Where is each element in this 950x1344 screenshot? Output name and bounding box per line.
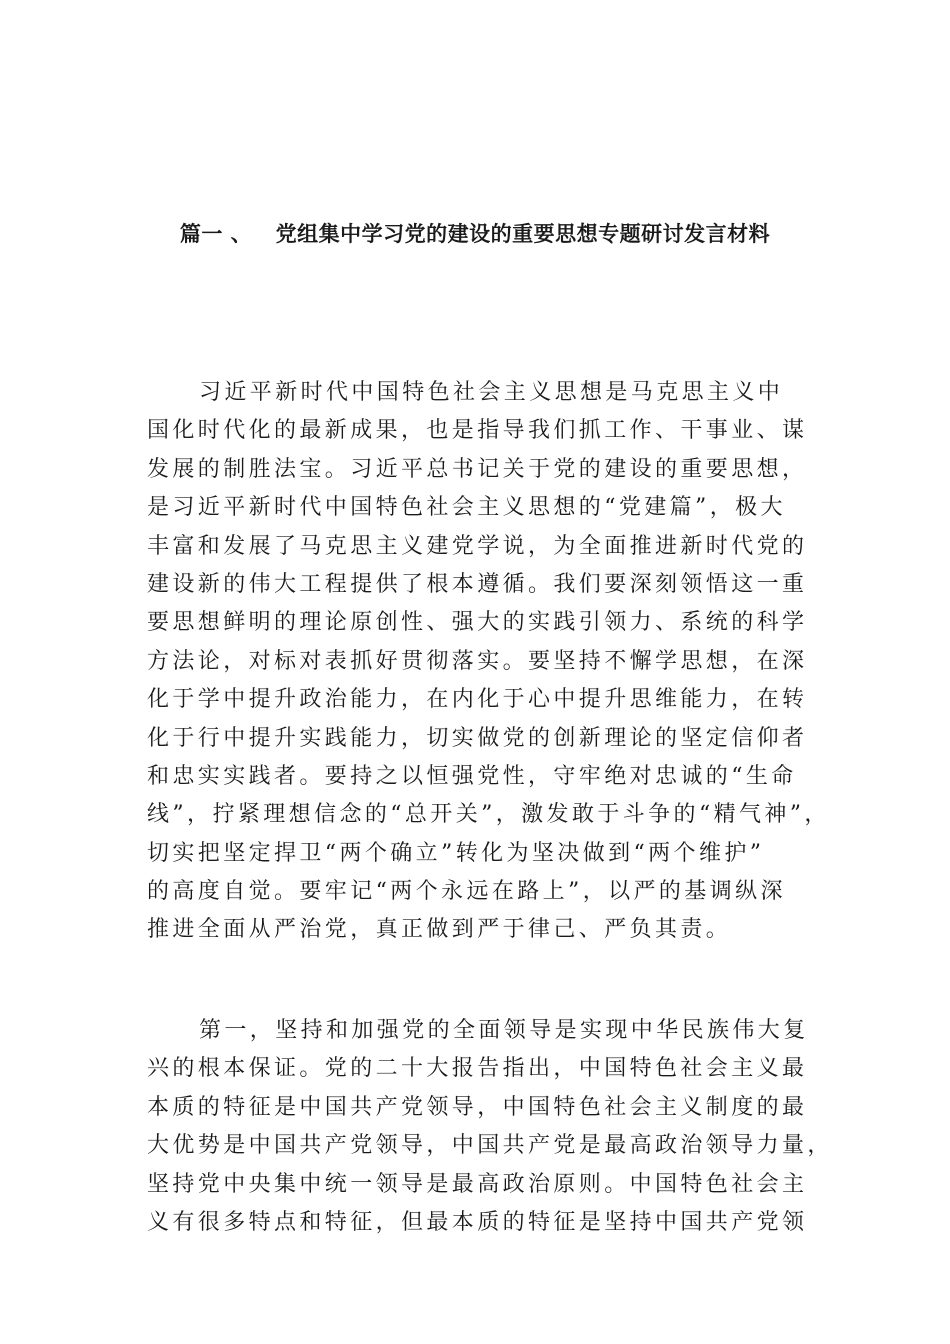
text-line: 线”，拧紧理想信念的“总开关”，激发敢于斗争的“精气神”， (147, 802, 830, 828)
text-line: 坚持党中央集中统一领导是最高政治原则。中国特色社会主 (147, 1171, 808, 1197)
text-line: 化于行中提升实践能力，切实做党的创新理论的坚定信仰者 (147, 725, 808, 751)
text-line: 发展的制胜法宝。习近平总书记关于党的建设的重要思想， (147, 456, 808, 482)
text-line: 是习近平新时代中国特色社会主义思想的“党建篇”，极大 (147, 495, 786, 521)
text-line: 习近平新时代中国特色社会主义思想是马克思主义中 (199, 380, 784, 405)
text-line: 大优势是中国共产党领导，中国共产党是最高政治领导力量， (147, 1133, 833, 1159)
text-line: 推进全面从严治党，真正做到严于律己、严负其责。 (147, 917, 732, 943)
text-line: 和忠实实践者。要持之以恒强党性，守牢绝对忠诚的“生命 (147, 763, 797, 789)
text-line: 兴的根本保证。党的二十大报告指出，中国特色社会主义最 (147, 1056, 808, 1082)
paragraph-1 (147, 374, 830, 950)
paragraph-2 (147, 1012, 833, 1242)
text-line: 义有很多特点和特征，但最本质的特征是坚持中国共产党领 (147, 1209, 808, 1235)
text-line: 丰富和发展了马克思主义建党学说，为全面推进新时代党的 (147, 533, 808, 559)
text-line: 建设新的伟大工程提供了根本遵循。我们要深刻领悟这一重 (147, 571, 808, 597)
page-title: 篇一 、 党组集中学习党的建设的重要思想专题研讨发言材料 (179, 222, 771, 246)
text-line: 方法论，对标对表抓好贯彻落实。要坚持不懈学思想，在深 (147, 648, 808, 674)
text-line: 第一，坚持和加强党的全面领导是实现中华民族伟大复 (199, 1018, 809, 1043)
text-line: 的高度自觉。要牢记“两个永远在路上”，以严的基调纵深 (147, 879, 786, 905)
text-line: 国化时代化的最新成果，也是指导我们抓工作、干事业、谋 (147, 418, 808, 444)
text-line: 化于学中提升政治能力，在内化于心中提升思维能力，在转 (147, 687, 808, 713)
text-line: 本质的特征是中国共产党领导，中国特色社会主义制度的最 (147, 1094, 808, 1120)
text-line: 要思想鲜明的理论原创性、强大的实践引领力、系统的科学 (147, 610, 808, 636)
text-line: 切实把坚定捍卫“两个确立”转化为坚决做到“两个维护” (147, 840, 765, 866)
